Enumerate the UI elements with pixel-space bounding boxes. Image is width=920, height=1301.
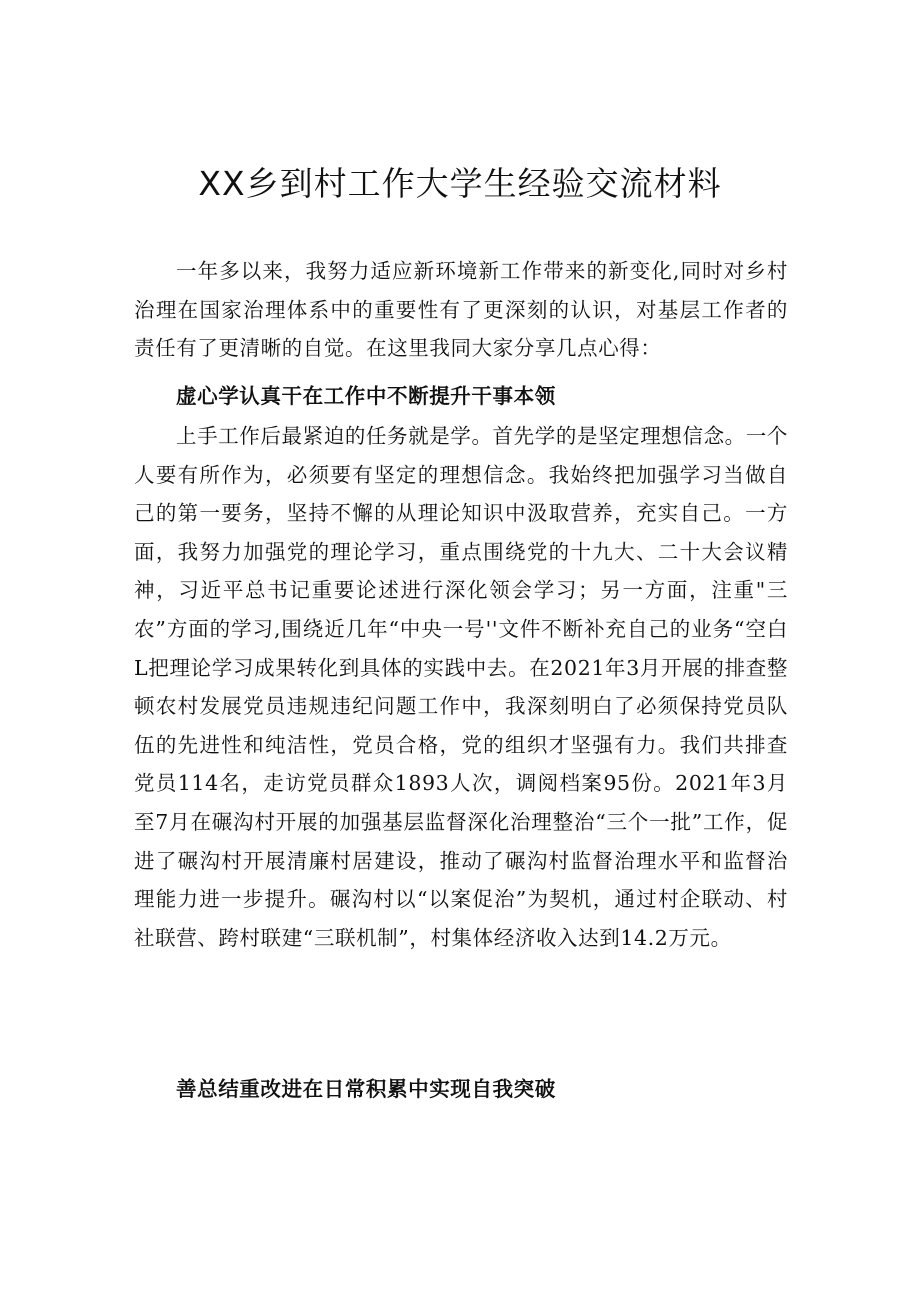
section1-heading: 虚心学认真干在工作中不断提升干事本领 <box>176 384 556 408</box>
section1-paragraph: 上手工作后最紧迫的任务就是学。首先学的是坚定理想信念。一个人要有所作为，必须要有坚定的理想信念。我始终把加强学习当做自己的第一要务，坚持不懈的从理论知识中汲取营养，充实自己。一方面，我努力加强党的理论学习，重点围绕党的十九大、二十大会议精神，习近平总书记重要论述进行深化领会学习；另一方面，注重"三农”方面的学习,围绕近几年“中央一号''文件不断补充自己的业务“空白L把理论学习成果转化到具体的实践中去。在2021年3月开展的排查整顿农村发展党员违规违纪问题工作中，我深刻明白了必须保持党员队伍的先进性和纯洁性，党员合格，党的组织才坚强有力。我们共排查党员114名，走访党员群众1893人次，调阅档案95份。2021年3月至7月在碾沟村开展的加强基层监督深化治理整治“三个一批”工作，促进了碾沟村开展清廉村居建设，推动了碾沟村监督治理水平和监督治理能力进一步提升。碾沟村以“以案促治”为契机，通过村企联动、村社联营、跨村联建“三联机制”，村集体经济收入达到14.2万元。 <box>134 424 788 950</box>
section2-heading: 善总结重改进在日常积累中实现自我突破 <box>176 1077 556 1101</box>
document-title: XX乡到村工作大学生经验交流材料 <box>198 164 722 203</box>
intro-paragraph: 一年多以来，我努力适应新环境新工作带来的新变化,同时对乡村治理在国家治理体系中的重要性有了更深刻的认识，对基层工作者的责任有了更清晰的自觉。在这里我同大家分享几点心得： <box>134 259 788 361</box>
